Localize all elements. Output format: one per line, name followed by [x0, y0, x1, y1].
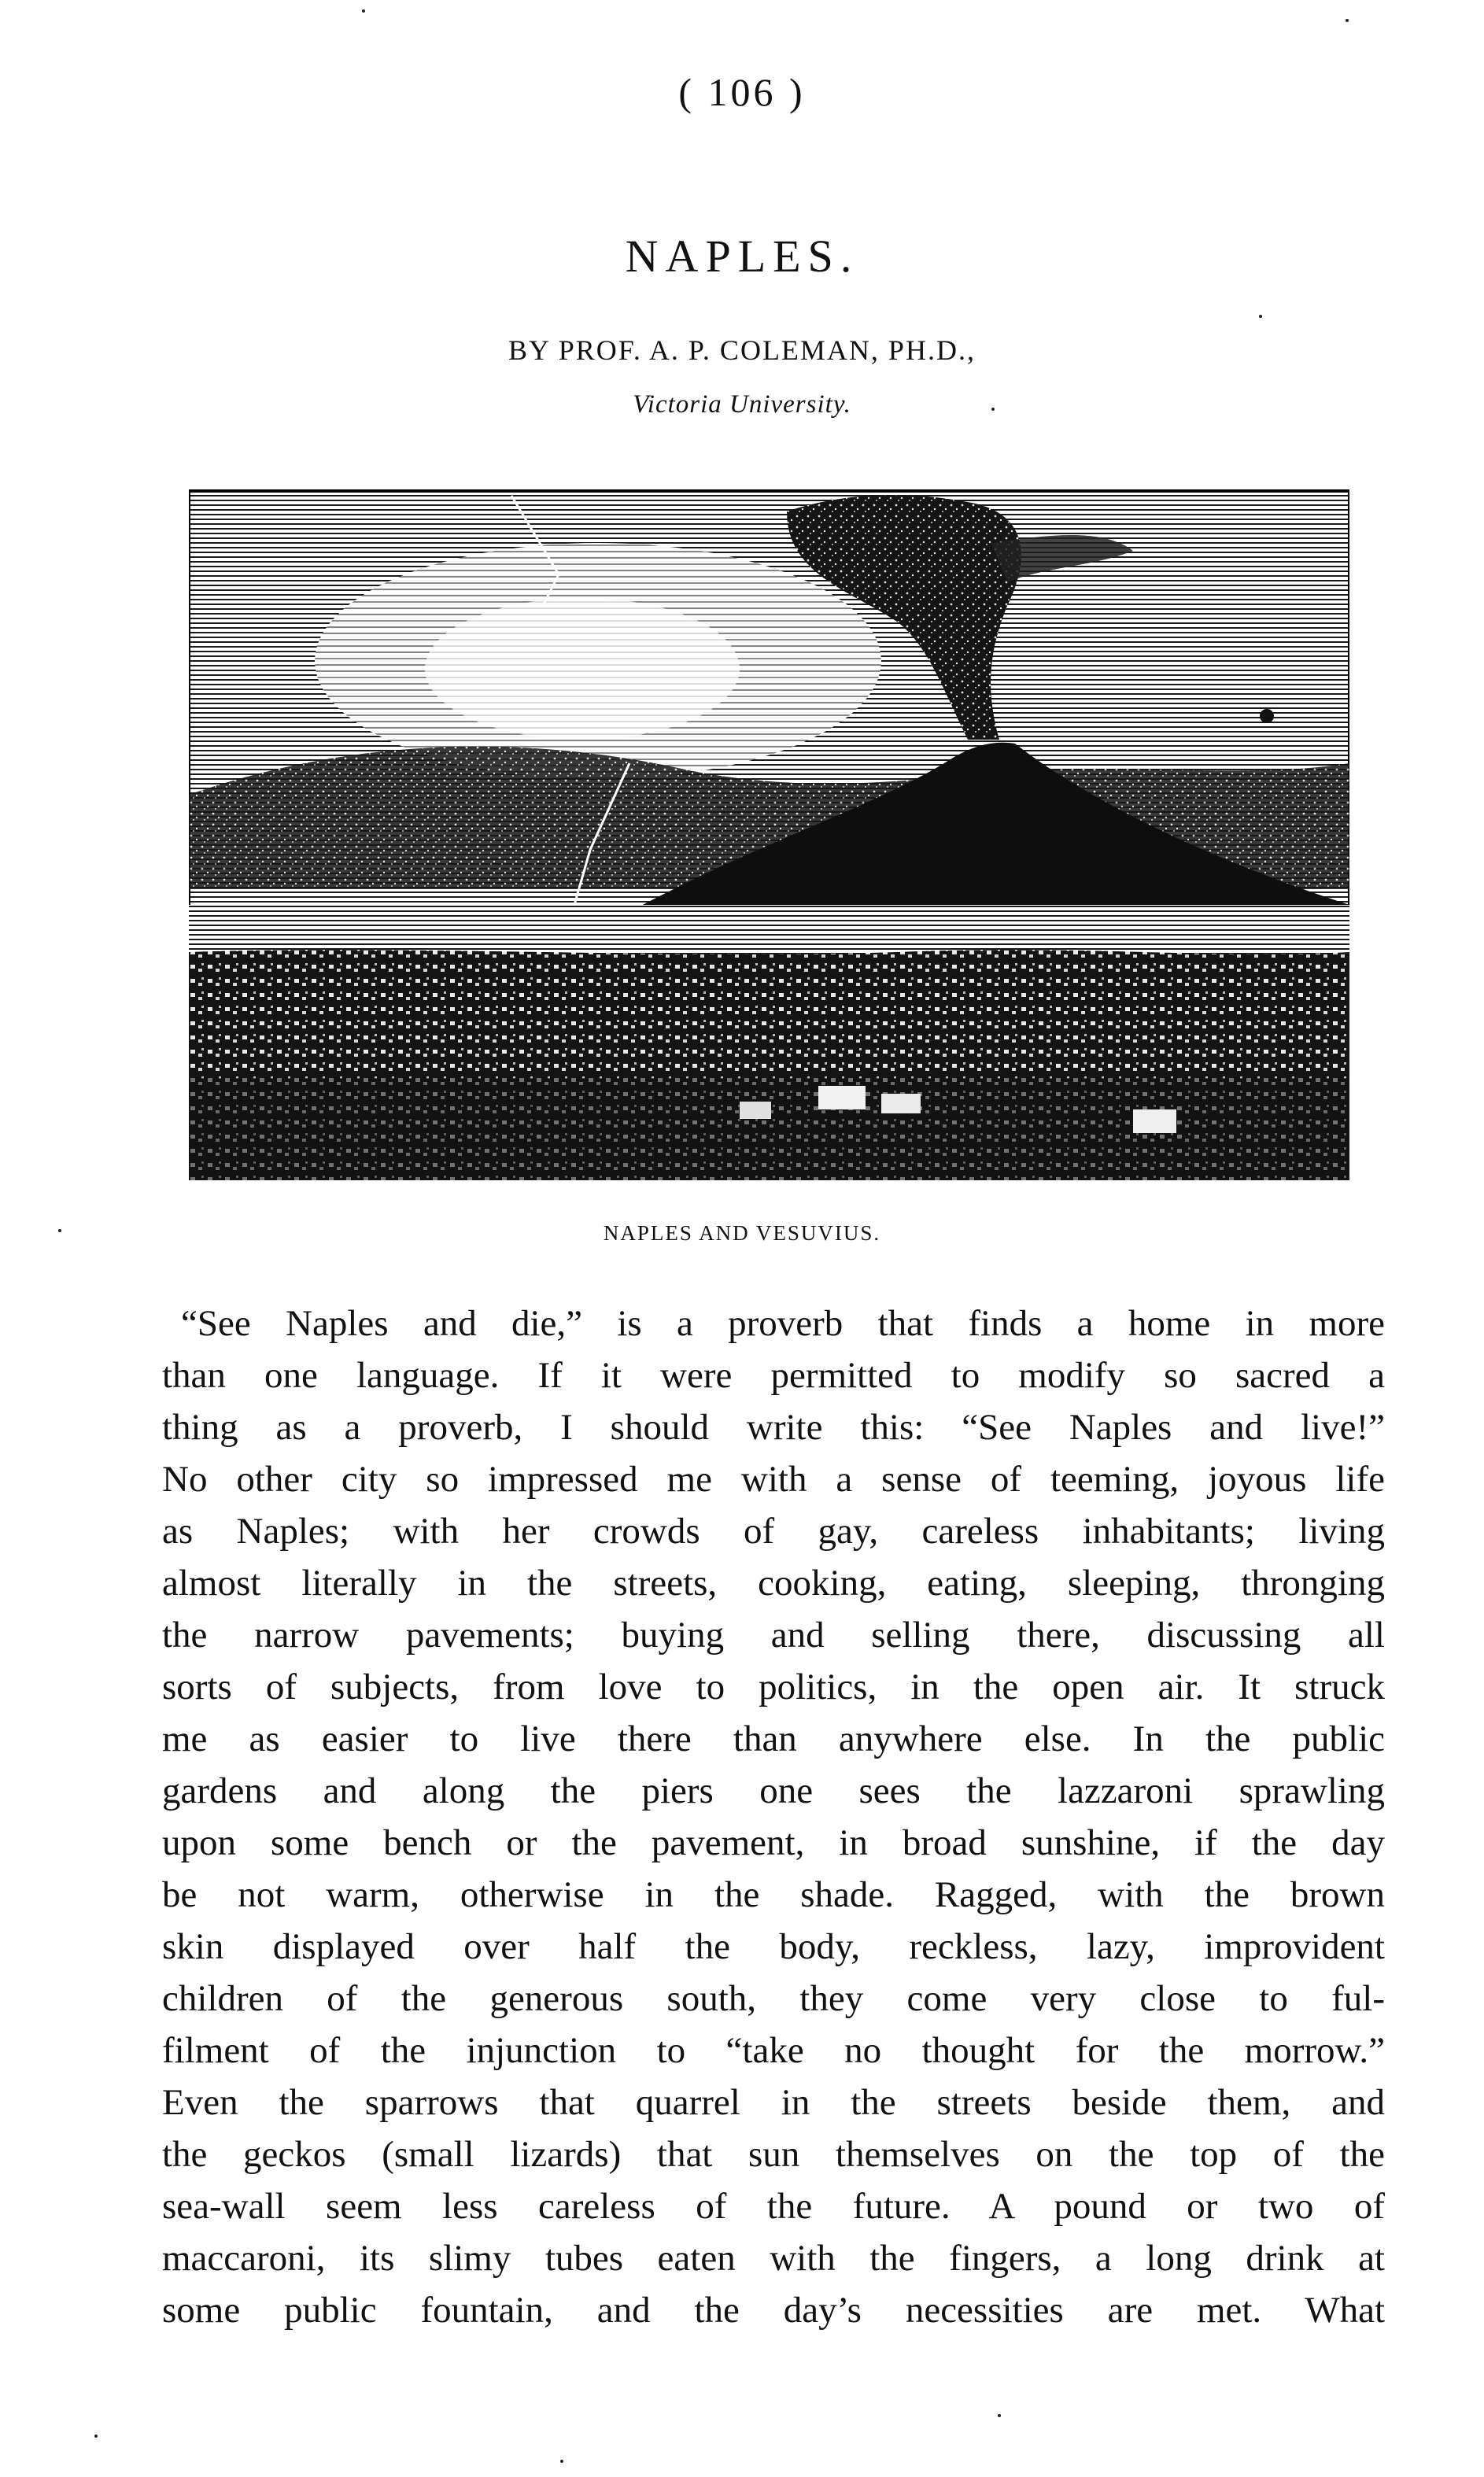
body-line: filment of the injunction to “take no thought for the morrow.” [162, 2030, 1385, 2071]
body-line: than one language. If it were permitted to modify so sacred a [162, 1355, 1385, 1396]
body-line: sea-wall seem less careless of the future. A pound or two of [162, 2186, 1385, 2227]
body-line: me as easier to live there than anywhere else. In the public [162, 1718, 1385, 1759]
article-title: NAPLES. [625, 231, 859, 282]
body-line: children of the generous south, they come very close to ful- [162, 1978, 1385, 2019]
vesuvius-engraving-illustration [189, 480, 1349, 1180]
body-line: some public fountain, and the day’s necessities are met. What [162, 2290, 1385, 2331]
body-line: thing as a proverb, I should write this: “See Naples and live!” [162, 1407, 1385, 1448]
print-speck [58, 1229, 61, 1232]
print-speck [560, 2460, 563, 2463]
body-line: as Naples; with her crowds of gay, careless inhabitants; living [162, 1511, 1385, 1552]
print-speck [1259, 315, 1262, 318]
body-line: be not warm, otherwise in the shade. Ragged, with the brown [162, 1874, 1385, 1915]
print-speck [362, 9, 365, 13]
body-line: sorts of subjects, from love to politics, in the open air. It struck [162, 1667, 1385, 1707]
body-line: the geckos (small lizards) that sun themselves on the top of the [162, 2134, 1385, 2175]
body-line: “See Naples and die,” is a proverb that finds a home in more [181, 1303, 1385, 1344]
author-affiliation: Victoria University. [633, 390, 851, 419]
body-line: No other city so impressed me with a sense of teeming, joyous life [162, 1459, 1385, 1500]
print-speck [991, 408, 995, 411]
article-byline: BY PROF. A. P. COLEMAN, PH.D., [508, 334, 976, 366]
page-number: ( 106 ) [678, 70, 806, 114]
print-speck [94, 2435, 98, 2438]
body-line: maccaroni, its slimy tubes eaten with the fingers, a long drink at [162, 2238, 1385, 2279]
body-line: gardens and along the piers one sees the lazzaroni sprawling [162, 1770, 1385, 1811]
body-line: skin displayed over half the body, reckless, lazy, improvident [162, 1926, 1385, 1967]
print-speck [998, 2414, 1001, 2417]
body-line: upon some bench or the pavement, in broad sunshine, if the day [162, 1822, 1385, 1863]
figure-caption: NAPLES AND VESUVIUS. [603, 1221, 881, 1245]
body-line: Even the sparrows that quarrel in the streets beside them, and [162, 2082, 1385, 2123]
print-speck [1346, 19, 1349, 22]
body-line: the narrow pavements; buying and selling there, discussing all [162, 1615, 1385, 1656]
body-line: almost literally in the streets, cooking, eating, sleeping, thronging [162, 1563, 1385, 1604]
